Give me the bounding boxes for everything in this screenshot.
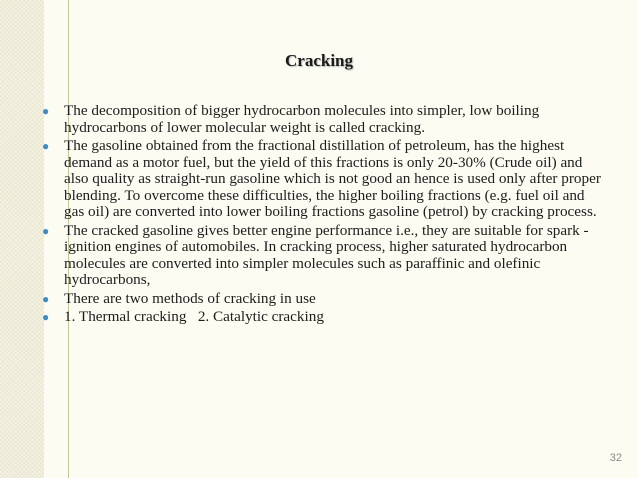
bullet-dot-icon: ● [42, 310, 50, 324]
slide-title-text: Cracking [285, 51, 353, 70]
bullet-text-1: The decomposition of bigger hydrocarbon molecules into simpler, low boiling hydrocarbons of lower molecular weight is called cracking. [64, 102, 540, 136]
bullet-dot-icon: ● [42, 104, 50, 118]
bullet-dot-icon: ● [42, 139, 50, 153]
bullet-list [38, 103, 608, 328]
bullet-dot-icon: ● [42, 291, 50, 306]
bullet-text-5: 1. Thermal cracking 2. Catalytic cracking [64, 308, 324, 325]
bullet-item-3 [38, 223, 608, 289]
bullet-item-1 [38, 103, 608, 136]
page-number: 32 [609, 452, 622, 464]
slide-title [0, 51, 638, 71]
bullet-dot-icon: ● [42, 223, 50, 238]
bullet-text-2: The gasoline obtained from the fractional distillation of petroleum, has the highest demand as a motor fuel, but the yield of this fractions is only 20-30% (Crude oil) and also quality as straight-run gasoline which is not good an hence is used only after proper blending. To overcome these difficulties, the higher boiling fractions (e.g. fuel oil and gas oil) are converted into lower boiling fractions gasoline (petrol) by cracking process. [64, 137, 601, 220]
bullet-item-2 [38, 138, 608, 221]
bullet-text-4: There are two methods of cracking in use [64, 289, 316, 307]
bullet-text-3: The cracked gasoline gives better engine performance i.e., they are suitable for spark -ignition engines of automobiles. In cracking process, higher saturated hydrocarbon molecules are converted into simpler molecules such as paraffinic and olefinic hydrocarbons, [64, 221, 589, 288]
bullet-item-5 [38, 309, 608, 326]
bullet-item-4 [38, 291, 608, 308]
